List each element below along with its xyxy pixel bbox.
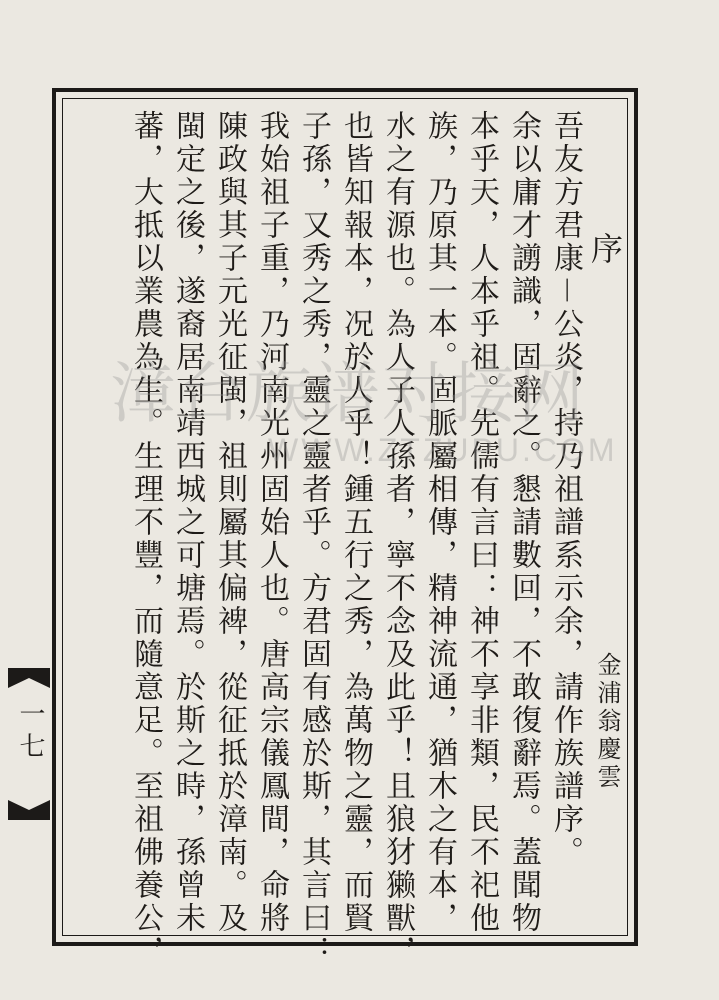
text-column-6: 也皆知報本，况於人乎！鍾五行之秀，為萬物之靈，而賢 [338, 110, 373, 935]
text-column-3: 本乎天，人本乎祖。先儒有言曰：神不享非類，民不祀他 [464, 110, 499, 935]
preface-title: 序 [586, 232, 624, 267]
watermark-title: 漳台族谱对接网 [110, 355, 586, 432]
text-column-8: 我始祖子重，乃河南光州固始人也。唐高宗儀鳳間，命將 [254, 110, 289, 935]
text-column-2: 余以庸才謭識，固辭之。懇請數回，不敢復辭焉。蓋聞物 [506, 110, 541, 935]
text-column-4: 族，乃原其一本。固脈屬相傳，精神流通，猶木之有本， [422, 110, 457, 935]
text-column-5: 水之有源也。為人子人孫者，寧不念及此乎！且狼犲獭獸， [380, 110, 415, 968]
page-number: 一七 [15, 700, 45, 764]
text-column-9: 陳政與其子元光征閩，祖則屬其偏裨，從征抵於漳南。及 [212, 110, 247, 935]
text-column-10: 閩定之後，遂裔居南靖西城之可塘焉。於斯之時，孫曾未 [170, 110, 205, 935]
author-byline: 金浦翁慶雲 [593, 652, 621, 792]
text-column-11: 蕃，大抵以業農為生。生理不豐，而隨意足。至祖佛養公， [128, 110, 163, 968]
text-column-1: 吾友方君康－公炎，持乃祖譜系示余，請作族譜序。 [548, 110, 583, 869]
watermark-url: WWW.ZTZUPU.COM [268, 432, 618, 468]
text-column-7: 子孫，又秀之秀，靈之靈者乎。方君固有感於斯，其言曰： [296, 110, 331, 968]
